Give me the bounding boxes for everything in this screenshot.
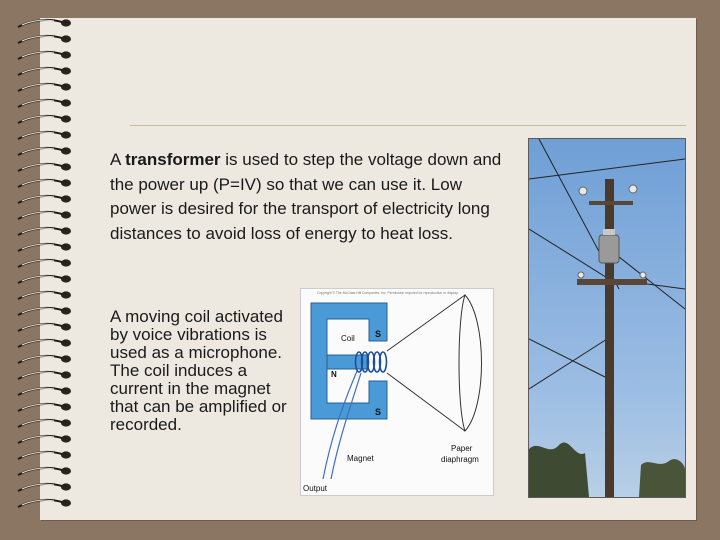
binding-ring <box>18 499 71 507</box>
binding-ring <box>18 163 71 171</box>
binding-ring <box>18 131 71 139</box>
binding-ring <box>18 355 71 363</box>
label-paper: Paper <box>451 444 473 453</box>
paper-diaphragm <box>387 295 465 431</box>
binding-ring <box>18 339 71 347</box>
binding-ring <box>18 211 71 219</box>
binding-ring <box>18 307 71 315</box>
binding-ring <box>18 259 71 267</box>
binding-ring <box>18 19 71 27</box>
binding-ring <box>18 243 71 251</box>
binding-ring <box>18 483 71 491</box>
label-n: N <box>331 370 337 379</box>
label-diaphragm: diaphragm <box>441 455 479 464</box>
para1-bold-term: transformer <box>125 150 221 169</box>
spiral-binding-icon <box>0 0 90 540</box>
diagram-copyright: Copyright © The McGraw-Hill Companies, Inc. Permission required for reproduction or display. <box>317 291 459 295</box>
binding-ring <box>18 275 71 283</box>
binding-ring <box>18 451 71 459</box>
binding-ring <box>18 147 71 155</box>
microphone-paragraph: A moving coil activated by voice vibrations is used as a microphone. The coil induces a current in the magnet that can be amplified or recorded. <box>110 307 287 434</box>
binding-ring <box>18 419 71 427</box>
microphone-diagram <box>300 288 494 496</box>
title-divider <box>130 125 686 126</box>
binding-ring <box>18 99 71 107</box>
label-output: Output <box>303 484 328 493</box>
binding-ring <box>18 179 71 187</box>
para1-rest: is used to step the voltage down and the power up (P=IV) so that we can use it. Low power is desired for the transport of electricity long distances to avoid loss of energy to heat loss. <box>110 150 502 243</box>
binding-ring <box>18 323 71 331</box>
para1-prefix: A <box>110 150 126 169</box>
label-magnet: Magnet <box>347 454 374 463</box>
transformer-paragraph <box>110 148 510 246</box>
label-s-bottom: S <box>375 407 382 417</box>
binding-ring <box>18 403 71 411</box>
binding-ring <box>18 83 71 91</box>
binding-ring <box>18 35 71 43</box>
binding-ring <box>18 387 71 395</box>
binding-ring <box>18 67 71 75</box>
binding-ring <box>18 51 71 59</box>
binding-ring <box>18 291 71 299</box>
binding-ring <box>18 227 71 235</box>
label-s-top: S <box>375 329 382 339</box>
binding-ring <box>18 115 71 123</box>
binding-ring <box>18 435 71 443</box>
label-coil: Coil <box>341 334 355 343</box>
binding-ring <box>18 467 71 475</box>
binding-ring <box>18 371 71 379</box>
diaphragm-rim <box>459 295 482 431</box>
power-pole-photo <box>528 138 686 498</box>
binding-ring <box>18 195 71 203</box>
